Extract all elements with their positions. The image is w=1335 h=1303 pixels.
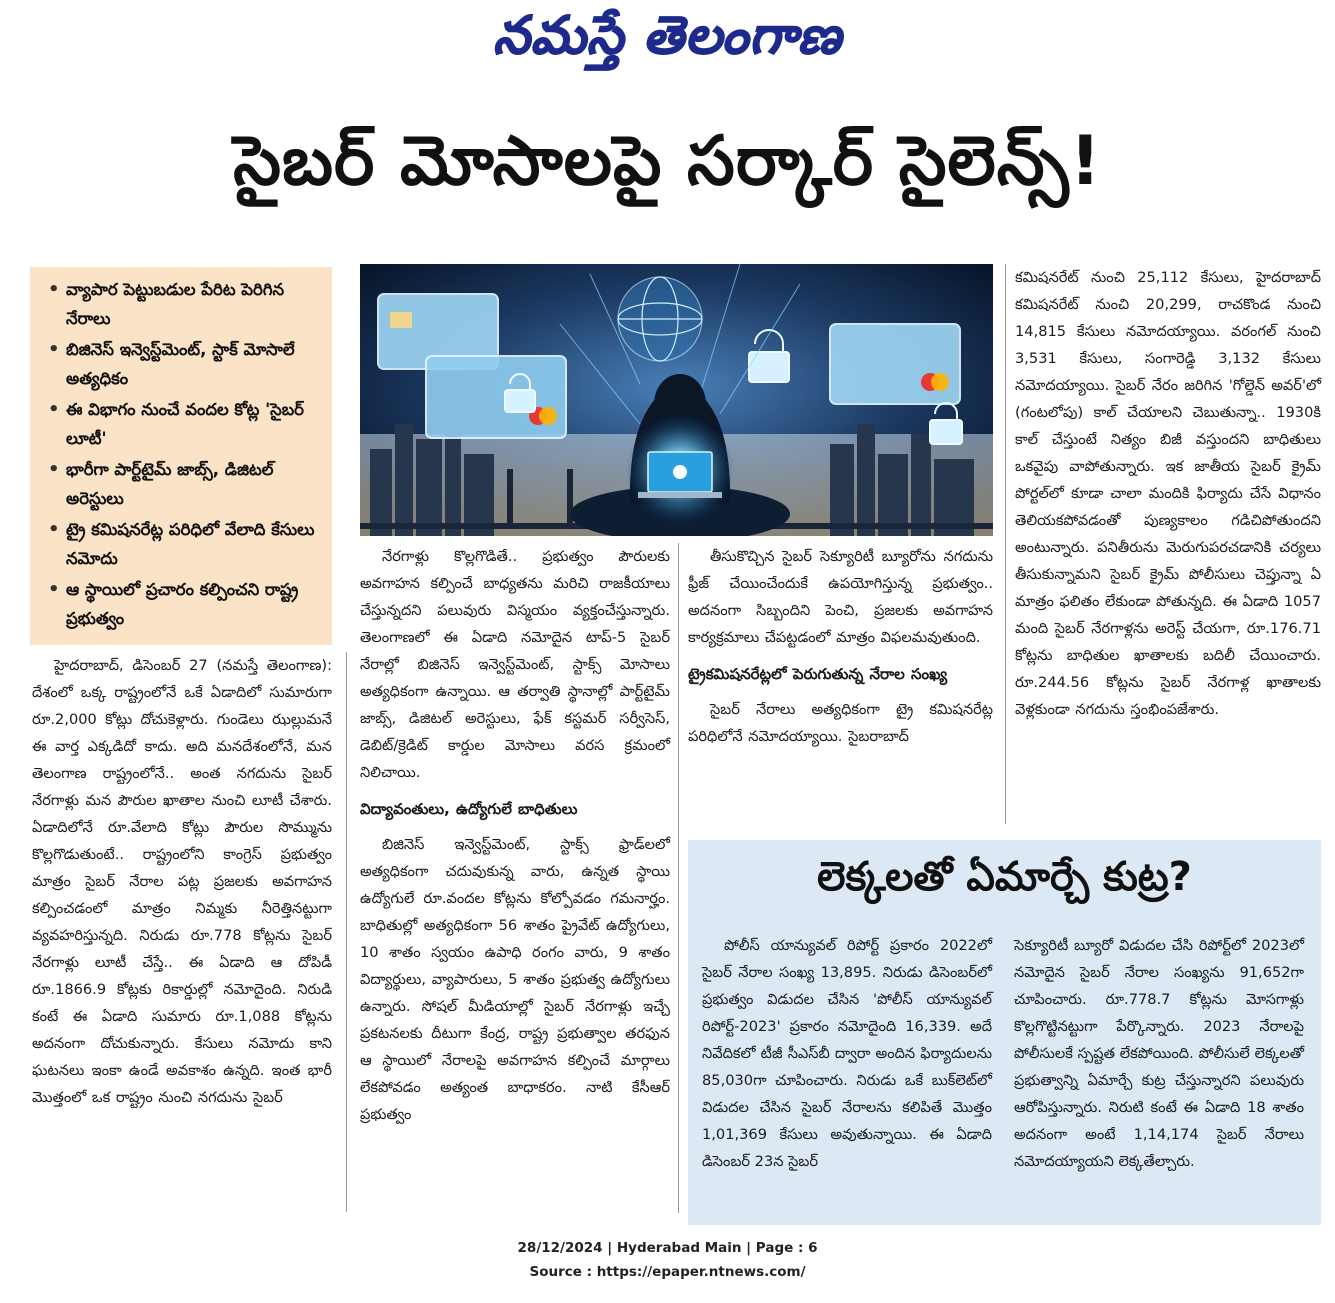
footer-date-edition: 28/12/2024 | Hyderabad Main | Page : 6 <box>517 1240 818 1256</box>
cyber-crime-illustration <box>360 264 993 536</box>
highlight-item: • ఆ స్థాయిలో ప్రచారం కల్పించని రాష్ట్ర ప్రభుత్వం <box>46 575 326 633</box>
article-column-4 <box>1015 264 1321 723</box>
subheading: విద్యావంతులు, ఉద్యోగులే బాధితులు <box>360 800 578 818</box>
sidebar-paragraph: పోలీస్ యాన్యువల్ రిపోర్ట్ ప్రకారం 2022లో సైబర్ నేరాల సంఖ్య 13,895. నిరుడు డిసెంబర్‌లో ప్రభుత్వం విడుదల చేసిన 'పోలీస్ యాన్యువల్ రిపోర్ట్-2023' ప్రకారం నమోదైంది 16,339. అదే నివేదికలో టీజీ సీఎస్‌బీ ద్వారా అందిన ఫిర్యాదులను 85,030గా చూపించారు. నిరుడు ఒకే బుక్‌లెట్‌లో విడుదల చేసిన సైబర్ నేరాలను కలిపితే మొత్తం 1,01,369 కేసులు అవుతున్నాయి. ఈ ఏడాది డిసెంబర్ 23న సైబర్ <box>702 937 992 1170</box>
highlight-item: • బిజినెస్ ఇన్వెస్ట్‌మెంట్, స్టాక్ మోసాలే అత్యధికం <box>46 335 326 393</box>
globe-icon <box>618 277 702 361</box>
column-divider <box>678 543 679 1213</box>
article-paragraph: బిజినెస్ ఇన్వెస్ట్‌మెంట్, స్టాక్స్ ఫ్రాడ్‌లలో అత్యధికంగా చదువుకున్న వారు, ఉన్నత స్థాయి ఉద్యోగులే రూ.వందల కోట్లను కోల్పోవడం గమనార్హం. బాధితుల్లో అత్యధికంగా 56 శాతం ప్రైవేట్ ఉద్యోగులు, 10 శాతం స్వయం ఉపాధి రంగం వారు, 9 శాతం విద్యార్థులు, వ్యాపారులు, 5 శాతం ప్రభుత్వ ఉద్యోగులు ఉన్నారు. సోషల్ మీడియాల్లో సైబర్ నేరగాళ్లు ఇచ్చే ప్రకటనలకు దీటుగా కేంద్ర, రాష్ట్ర ప్రభుత్వాల తరఫున ఆ స్థాయిలో నేరాలపై అవగాహన కల్పించే మార్గాలు లేకపోవడం అత్యంత బాధాకరం. నాటి కేసీఆర్ ప్రభుత్వం <box>360 836 670 1123</box>
laptop-icon <box>625 414 735 524</box>
highlight-item: • వ్యాపార పెట్టుబడుల పేరిట పెరిగిన నేరాలు <box>46 275 326 333</box>
sidebar-column-right <box>1014 932 1304 1175</box>
column-divider <box>346 652 347 1212</box>
masthead <box>0 6 1335 79</box>
article-paragraph: హైదరాబాద్, డిసెంబర్ 27 (నమస్తే తెలంగాణ): దేశంలో ఒక్క రాష్ట్రంలోనే ఒకే ఏడాదిలో సుమారుగా రూ.2,000 కోట్లు దోచుకెళ్లారు. గుండెలు ఝల్లుమనే ఈ వార్త ఎక్కడిదో కాదు. అది మనదేశంలోనే, మన తెలంగాణ రాష్ట్రంలోనే.. అంత నగదును సైబర్ నేరగాళ్లు మన పౌరుల ఖాతాల నుంచి లూటీ చేశారు. ఏడాదిలోనే రూ.వేలాది కోట్లు పౌరుల సొమ్మును కొల్లగొడుతుంటే.. రాష్ట్రంలోని కాంగ్రెస్ ప్రభుత్వం మాత్రం సైబర్ నేరాల పట్ల ప్రజలకు అవగాహన కల్పించడంలో మాత్రం నిమ్మకు నీరెత్తినట్టుగా వ్యవహరిస్తున్నది. నిరుడు రూ.778 కోట్లను సైబర్ నేరగాళ్లు లూటీ చేస్తే.. ఈ ఏడాది ఆ దోపిడీ రూ.1866.9 కోట్లకు రికార్డుల్లో నమోదైంది. నిరుడి కంటే ఈ ఏడాది సుమారు రూ.1,088 కోట్లను అదనంగా దోచుకున్నారు. కేసులు నమోదు కాని ఘటనలు ఇంకా ఉండే అవకాశం ఉన్నది. ఇంత భారీ మొత్తంలో ఒక రాష్ట్రం నుంచి నగదును సైబర్ <box>32 657 332 1106</box>
masthead-title: నమస్తే తెలంగాణ <box>493 6 842 66</box>
article-paragraph: తీసుకొచ్చిన సైబర్ సెక్యూరిటీ బ్యూరోను నగదును ఫ్రీజ్ చేయించేందుకే ఉపయోగిస్తున్న ప్రభుత్వం.. అదనంగా సిబ్బందిని పెంచి, ప్రజలకు అవగాహన కార్యక్రమాలు చేపట్టడంలో మాత్రం విఫలమవుతుంది. <box>688 548 993 646</box>
article-paragraph: సైబర్ నేరాలు అత్యధికంగా ట్రై కమిషనరేట్ల పరిధిలోనే నమోదయ్యాయి. సైబరాబాద్ <box>688 701 993 745</box>
article-column-3 <box>688 543 993 750</box>
highlights-list <box>46 275 326 633</box>
sidebar-paragraph: సెక్యూరిటీ బ్యూరో విడుదల చేసి రిపోర్ట్‌లో 2023లో నమోదైన సైబర్ నేరాల సంఖ్యను 91,652గా చూపించారు. రూ.778.7 కోట్లను మోసగాళ్లు కొల్లగొట్టినట్టుగా పేర్కొన్నారు. 2023 నేరాలపై పోలీసులకే స్పష్టత లేకపోయింది. పోలీసులే లెక్కలతో ప్రభుత్వాన్ని ఏమార్చే కుట్ర చేస్తున్నారని పలువురు ఆరోపిస్తున్నారు. నిరుటి కంటే ఈ ఏడాది 18 శాతం అదనంగా అంటే 1,14,174 సైబర్ నేరాలు నమోదయ్యాయని లెక్కతేల్చారు. <box>1014 937 1304 1170</box>
sidebar-box-title: లెక్కలతో ఏమార్చే కుట్ర? <box>817 854 1192 900</box>
highlight-item: • ఈ విభాగం నుంచే వందల కోట్ల 'సైబర్ లూటీ' <box>46 395 326 453</box>
article-paragraph: కమిషనరేట్ నుంచి 25,112 కేసులు, హైదరాబాద్ కమిషనరేట్ నుంచి 20,299, రాచకొండ నుంచి 14,815 కేసులు నమోదయ్యాయి. వరంగల్ నుంచి 3,531 కేసులు, సంగారెడ్డి 3,132 కేసులు నమోదయ్యాయి. సైబర్ నేరం జరిగిన 'గోల్డెన్ అవర్'లో (గంటలోపు) కాల్ చేయాలని చెబుతున్నా.. 1930కి కాల్ చేస్తుంటే నిత్యం బిజీ వస్తుందని బాధితులు ఒకవైపు వాపోతున్నారు. ఇక జాతీయ సైబర్ క్రైమ్ పోర్టల్‌లో కూడా చాలా మందికి ఫిర్యాదు చేసే విధానం తెలియకపోవడంతో పుణ్యకాలం గడిచిపోతుందని అంటున్నారు. పనితీరును మెరుగుపరచడానికి చర్యలు తీసుకున్నామని సైబర్ క్రైమ్ పోలీసులు చెప్తున్నా ఏ మాత్రం ఫలితం లేకుండా పోతున్నది. ఈ ఏడాది 1057 మంది సైబర్ నేరగాళ్లను అరెస్ట్ చేయగా, రూ.176.71 కోట్లను బాధితుల ఖాతాలకు బదిలీ చేయించారు. రూ.244.56 కోట్లను సైబర్ నేరగాళ్ల ఖాతాలకు వెళ్లకుండా నగదును స్తంభింపజేశారు. <box>1015 269 1321 718</box>
illustration-svg <box>360 264 993 536</box>
headline: సైబర్ మోసాలపై సర్కార్ సైలెన్స్! <box>233 122 1102 201</box>
column-divider <box>1005 264 1006 824</box>
footer-source: Source : https://epaper.ntnews.com/ <box>529 1264 806 1280</box>
subheading: ట్రైకమిషనరేట్లలో పెరుగుతున్న నేరాల సంఖ్య <box>688 665 948 683</box>
highlight-item: • భారీగా పార్ట్‌టైమ్ జాబ్స్, డిజిటల్ అరెస్టులు <box>46 455 326 513</box>
article-column-1 <box>32 652 332 1111</box>
highlights-box <box>30 267 332 645</box>
sidebar-box <box>688 840 1321 1225</box>
highlight-item: • ట్రై కమిషనరేట్ల పరిధిలో వేలాది కేసులు నమోదు <box>46 515 326 573</box>
article-column-2 <box>360 543 670 1128</box>
sidebar-column-left <box>702 932 992 1175</box>
article-paragraph: నేరగాళ్లు కొల్లగొడితే.. ప్రభుత్వం పౌరులకు అవగాహన కల్పించే బాధ్యతను మరిచి రాజకీయాలు చేస్తున్నదని పలువురు విస్మయం వ్యక్తంచేస్తున్నారు. తెలంగాణలో ఈ ఏడాది నమోదైన టాప్-5 సైబర్ నేరాల్లో బిజినెస్ ఇన్వెస్ట్‌మెంట్, స్టాక్స్ మోసాలు అత్యధికంగా ఉన్నాయి. ఆ తర్వాతి స్థానాల్లో పార్ట్‌టైమ్ జాబ్స్, డిజిటల్ అరెస్టులు, ఫేక్ కస్టమర్ సర్వీసెస్, డెబిట్/క్రెడిట్ కార్డుల మోసాలు వరస క్రమంలో నిలిచాయి. <box>360 548 670 781</box>
